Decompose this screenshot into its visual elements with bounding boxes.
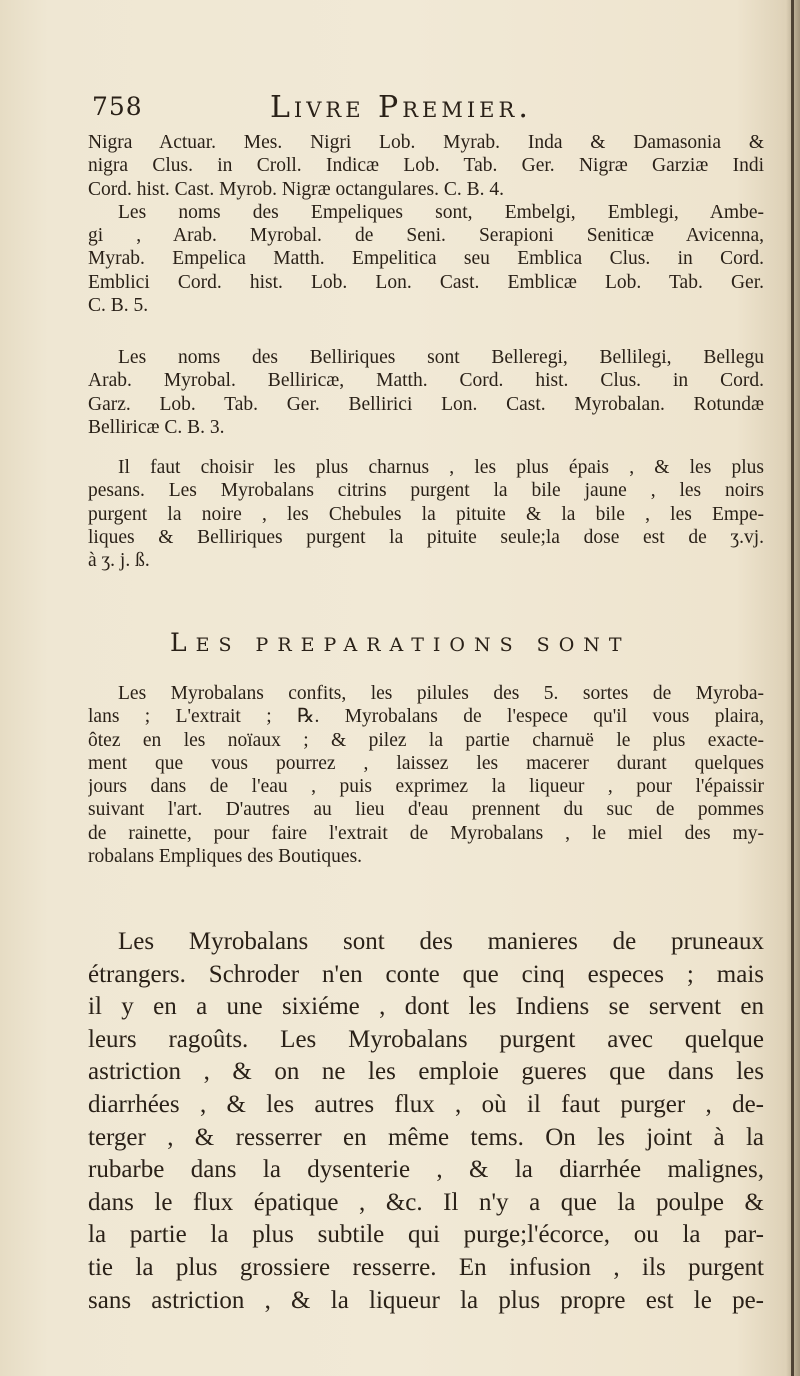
text-line: ment que vous pourrez , laissez les macerer durant quelques — [88, 752, 764, 774]
text-line: Cord. hist. Cast. Myrob. Nigræ octangulares. C. B. 4. — [88, 178, 504, 200]
text-line: jours dans de l'eau , puis exprimez la liqueur , pour l'épaissir — [88, 776, 764, 798]
text-line: rubarbe dans la dysenterie , & la diarrhée malignes, — [88, 1156, 764, 1184]
text-line: Nigra Actuar. Mes. Nigri Lob. Myrab. Inda & Damasonia & — [88, 132, 764, 153]
text-line: Garz. Lob. Tab. Ger. Bellirici Lon. Cast. Myrobalan. Rotundæ — [88, 393, 764, 415]
paragraph-preparations — [88, 682, 764, 868]
text-line: astriction , & on ne les emploie gueres que dans les — [88, 1058, 764, 1086]
text-line: Les Myrobalans sont des manieres de pruneaux — [118, 928, 764, 955]
text-line: dans le flux épatique , &c. Il n'y a que la poulpe & — [88, 1188, 764, 1216]
text-line: Myrab. Empelica Matth. Empelitica seu Emblica Clus. in Cord. — [88, 248, 764, 270]
paragraph-nigra — [88, 131, 764, 317]
text-line: leurs ragoûts. Les Myrobalans purgent avec quelque — [88, 1025, 764, 1053]
section-heading — [170, 628, 650, 657]
text-line: gi , Arab. Myrobal. de Seni. Serapioni Seniticæ Avicenna, — [88, 225, 764, 247]
text-line: diarrhées , & les autres flux , où il faut purger , de- — [88, 1090, 764, 1118]
paragraph-belliriques — [88, 346, 764, 439]
text-line: Emblici Cord. hist. Lob. Lon. Cast. Emblicæ Lob. Tab. Ger. — [88, 271, 764, 293]
paragraph-choisir — [88, 456, 764, 572]
text-line: ôtez en les noïaux ; & pilez la partie charnuë le plus exacte- — [88, 729, 764, 751]
text-line: sans astriction , & la liqueur la plus propre est le pe- — [88, 1286, 764, 1314]
heading-text: ES PREPARATIONS SONT — [195, 634, 631, 656]
page-header — [92, 92, 772, 132]
text-line: Belliricæ C. B. 3. — [88, 416, 225, 438]
text-line: suivant l'art. D'autres au lieu d'eau prennent du suc de pommes — [88, 799, 764, 821]
text-line: robalans Empliques des Boutiques. — [88, 846, 363, 868]
heading-initial: L — [170, 628, 196, 657]
text-line: Les Myrobalans confits, les pilules des 5. sortes de Myroba- — [118, 683, 764, 704]
text-line: il y en a une sixiéme , dont les Indiens se servent en — [88, 993, 764, 1021]
text-line: de rainette, pour faire l'extrait de Myrobalans , le miel des my- — [88, 822, 764, 844]
text-line: Il faut choisir les plus charnus , les plus épais , & les plus — [118, 457, 764, 478]
text-line: la partie la plus subtile qui purge;l'écorce, ou la par- — [88, 1221, 764, 1249]
text-line: à ʒ. j. ß. — [88, 550, 150, 572]
text-line: pesans. Les Myrobalans citrins purgent la bile jaune , les noirs — [88, 480, 764, 502]
text-line: nigra Clus. in Croll. Indicæ Lob. Tab. Ger. Nigræ Garziæ Indi — [88, 155, 764, 177]
text-line: tie la plus grossiere resserre. En infusion , ils purgent — [88, 1253, 764, 1281]
text-line: liques & Belliriques purgent la pituite seule;la dose est de ʒ.vj. — [88, 526, 764, 548]
text-line: Arab. Myrobal. Belliricæ, Matth. Cord. hist. Clus. in Cord. — [88, 370, 764, 392]
page-edge-line — [791, 0, 794, 1376]
text-line: terger , & resserrer en même tems. On les joint à la — [88, 1123, 764, 1151]
text-line: Les noms des Belliriques sont Belleregi, Bellilegi, Bellegu — [118, 347, 764, 368]
running-title: Livre Premier. — [270, 90, 532, 125]
text-line: purgent la noire , les Chebules la pituite & la bile , les Empe- — [88, 503, 764, 525]
text-line: étrangers. Schroder n'en conte que cinq especes ; mais — [88, 960, 764, 988]
text-line: C. B. 5. — [88, 295, 149, 317]
page-number: 758 — [92, 92, 143, 121]
text-line: lans ; L'extrait ; ℞. Myrobalans de l'espece qu'il vous plaira, — [88, 706, 764, 728]
paragraph-commentary — [88, 926, 764, 1317]
text-line: Les noms des Empeliques sont, Embelgi, Emblegi, Ambe- — [118, 201, 764, 223]
